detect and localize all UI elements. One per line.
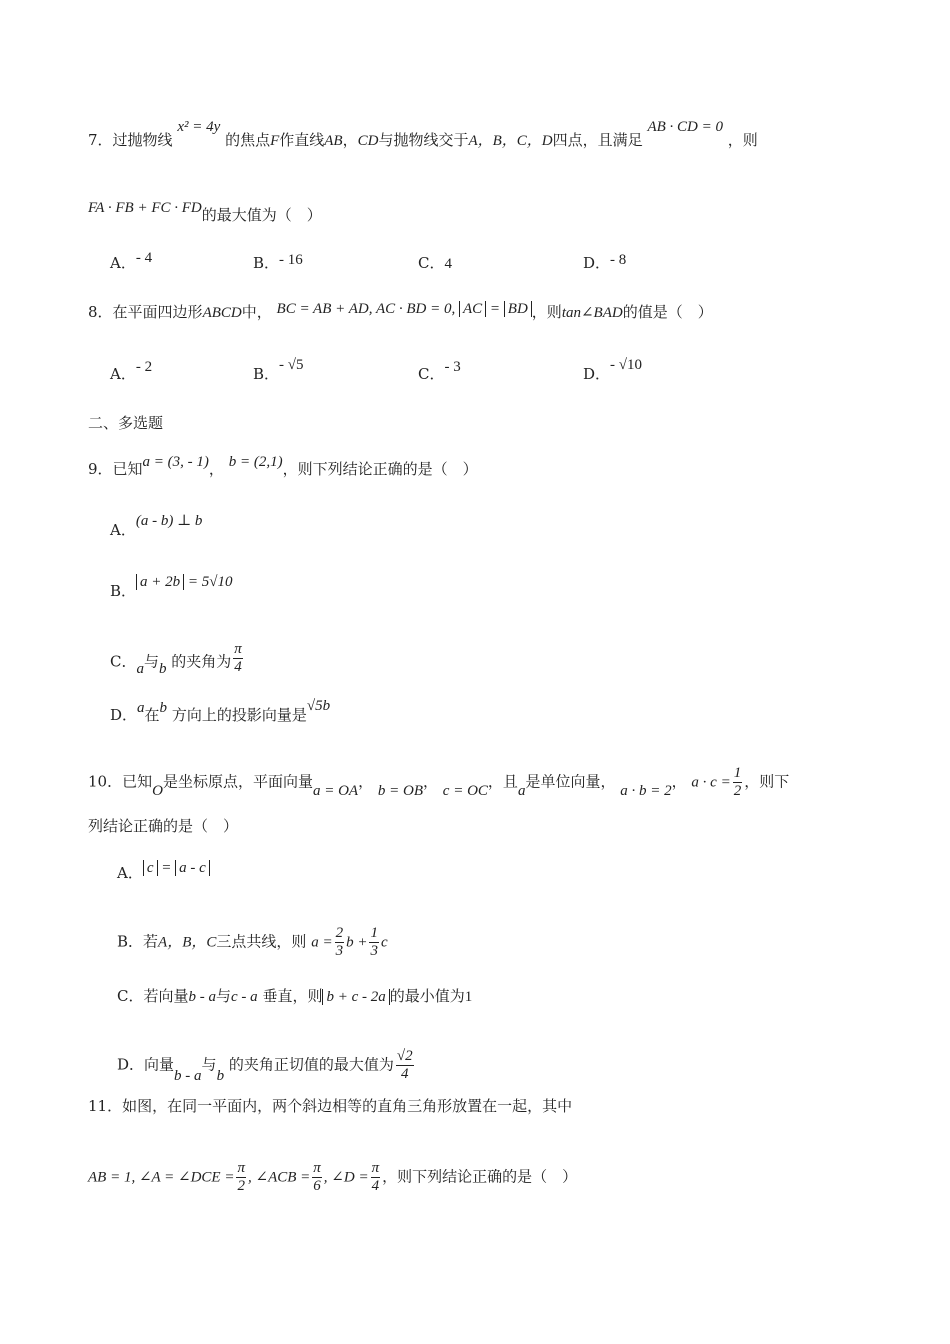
q10-option-d[interactable]: D．向量b - a与b 的夹角正切值的最大值为 $\frac{√2}{4}$ — [117, 1048, 413, 1084]
q7-option-c[interactable]: C．4 — [418, 254, 452, 272]
question-7: 7．过抛物线 x² = 4y 的焦点F作直线AB，CD与抛物线交于A，B，C，D四点，且满足 AB · CD = 0 ，则 — [88, 119, 758, 149]
q8-option-d[interactable]: D．- √10 — [583, 357, 643, 383]
q9-option-c[interactable]: C．a与b 的夹角为 $\frac{\pi}{4}$ — [110, 641, 242, 677]
q8-option-c[interactable]: C．- 3 — [418, 359, 461, 383]
q10-option-a[interactable]: A． c = a - c — [117, 863, 210, 884]
q9-vector-b: b = (2,1) — [228, 454, 283, 470]
section-multiple-choice-heading: 二、多选题 — [88, 414, 164, 432]
q8-number: 8． — [88, 303, 113, 321]
question-7-line2: FA · FB + FC · FD的最大值为（ ） — [88, 200, 322, 224]
q9-option-b[interactable]: B． a + 2b = 5√10 — [110, 574, 233, 600]
q7-option-d[interactable]: D．- 8 — [583, 252, 627, 272]
q8-conditions: BC = AB + AD, AC · BD = 0, AC = BD — [277, 301, 532, 317]
q9-vector-a: a = (3, - 1) — [142, 454, 209, 470]
q7-number: 7． — [88, 131, 113, 149]
q9-option-a[interactable]: A．(a - b) ⊥ b — [110, 513, 203, 539]
question-10: 10．已知O是坐标原点，平面向量a = OA， b = OB， c = OC，且a是单位向量， a · b = 2， a · c = $\frac{1}{2}$ ，则下 — [88, 765, 790, 799]
q7-parabola-equation: x² = 4y — [177, 119, 221, 135]
q7-option-a[interactable]: A．- 4 — [110, 250, 153, 272]
q10-option-c[interactable]: C．若向量b - a与c - a 垂直，则 b + c - 2a 的最小值为1 — [117, 987, 473, 1005]
q8-option-a[interactable]: A．- 2 — [110, 359, 153, 383]
q7-option-b[interactable]: B．- 16 — [253, 252, 303, 272]
q8-option-b[interactable]: B．- √5 — [253, 357, 304, 383]
question-11-line2: AB = 1, ∠A = ∠DCE = $\frac{\pi}{2}$ , ∠ACB = $\frac{\pi}{6}$ , ∠D = $\frac{\pi}{4}$ ，则下列结论正确的是（ ） — [88, 1160, 578, 1194]
q7-text: 过抛物线 — [112, 131, 173, 149]
q10-option-b[interactable]: B．若A，B，C三点共线，则 a = $\frac{2}{3}$ b + $\frac{1}{3}$ c — [117, 925, 388, 959]
q10-d-fraction: $\frac{√2}{4}$ — [396, 1048, 413, 1082]
question-10-line2: 列结论正确的是（ ） — [88, 817, 239, 835]
q7-condition: AB · CD = 0 — [647, 119, 723, 135]
question-11: 11．如图，在同一平面内，两个斜边相等的直角三角形放置在一起，其中 — [88, 1097, 573, 1115]
question-9: 9．已知a = (3, - 1)， b = (2,1)，则下列结论正确的是（ ） — [88, 454, 478, 478]
q9-c-fraction: $\frac{\pi}{4}$ — [234, 641, 242, 675]
question-8: 8．在平面四边形ABCD中， BC = AB + AD, AC · BD = 0, AC = BD ，则tan∠BAD的值是（ ） — [88, 301, 713, 321]
q7-expression: FA · FB + FC · FD — [88, 200, 202, 216]
q10-half-fraction: $\frac{1}{2}$ — [733, 765, 742, 799]
q9-option-d[interactable]: D．a在b 方向上的投影向量是√5b — [110, 698, 331, 724]
